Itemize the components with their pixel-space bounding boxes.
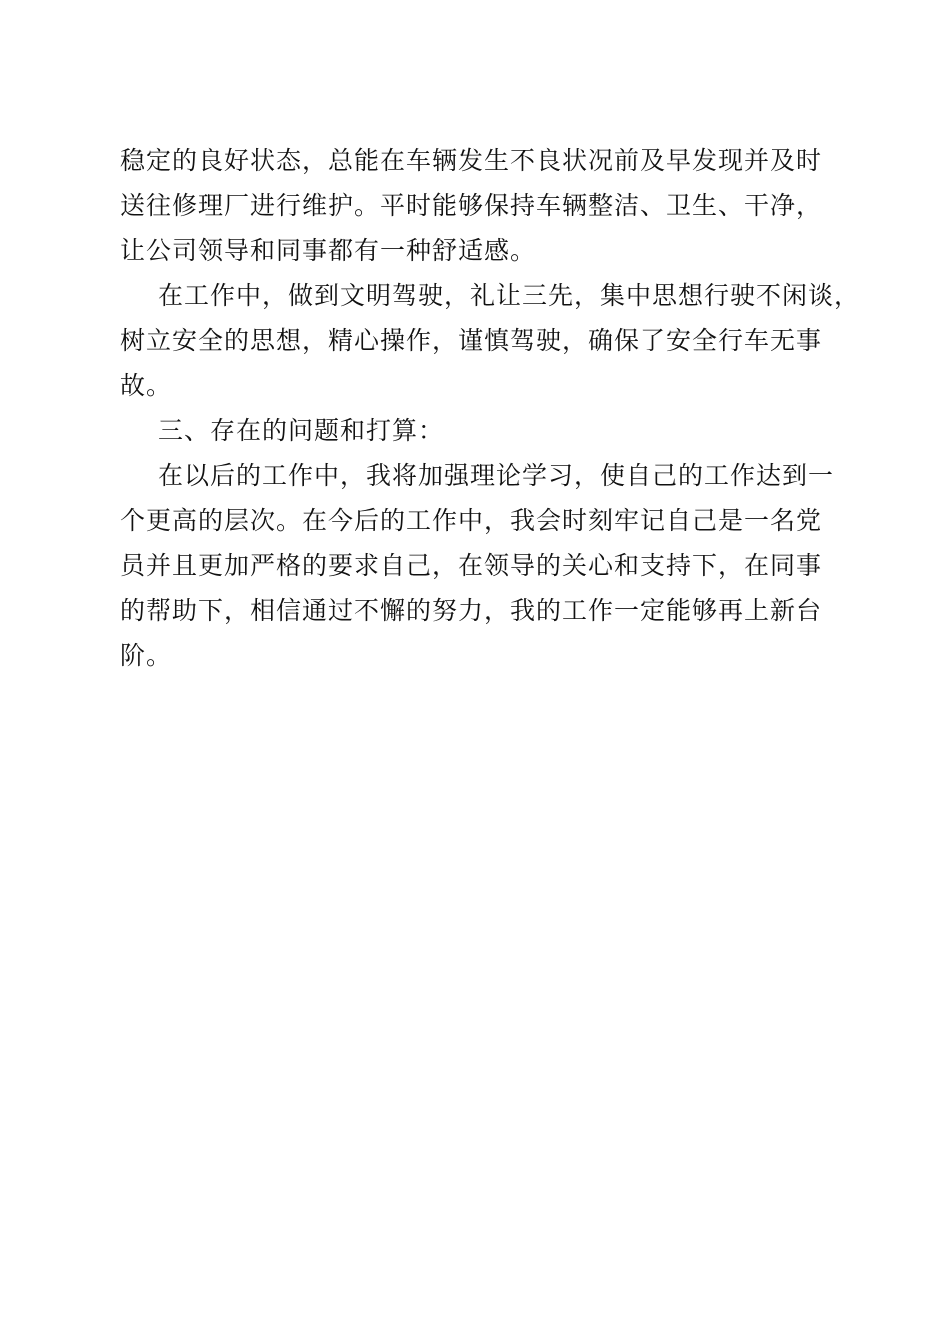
text-line: 树立安全的思想，精心操作，谨慎驾驶，确保了安全行车无事 [120,326,823,355]
text-line: 的帮助下，相信通过不懈的努力，我的工作一定能够再上新台 [120,596,823,625]
section-heading-text: 三、存在的问题和打算： [158,416,445,445]
text-line: 阶。 [120,641,173,670]
document-body [120,138,861,678]
paragraph-future-plans [120,453,835,678]
text-line: 个更高的层次。在今后的工作中，我会时刻牢记自己是一名党 [120,506,823,535]
text-line: 员并且更加严格的要求自己，在领导的关心和支持下，在同事 [120,551,823,580]
paragraph-vehicle-maintenance [120,138,832,273]
text-line: 让公司领导和同事都有一种舒适感。 [120,236,537,265]
text-line: 在以后的工作中，我将加强理论学习，使自己的工作达到一 [158,461,835,490]
section-heading [120,408,832,453]
paragraph-safe-driving [120,273,861,408]
text-line: 稳定的良好状态，总能在车辆发生不良状况前及早发现并及时 [120,146,823,175]
text-line: 故。 [120,371,173,400]
text-line: 在工作中，做到文明驾驶，礼让三先，集中思想行驶不闲谈， [158,281,861,310]
text-line: 送往修理厂进行维护。平时能够保持车辆整洁、卫生、干净， [120,191,823,220]
